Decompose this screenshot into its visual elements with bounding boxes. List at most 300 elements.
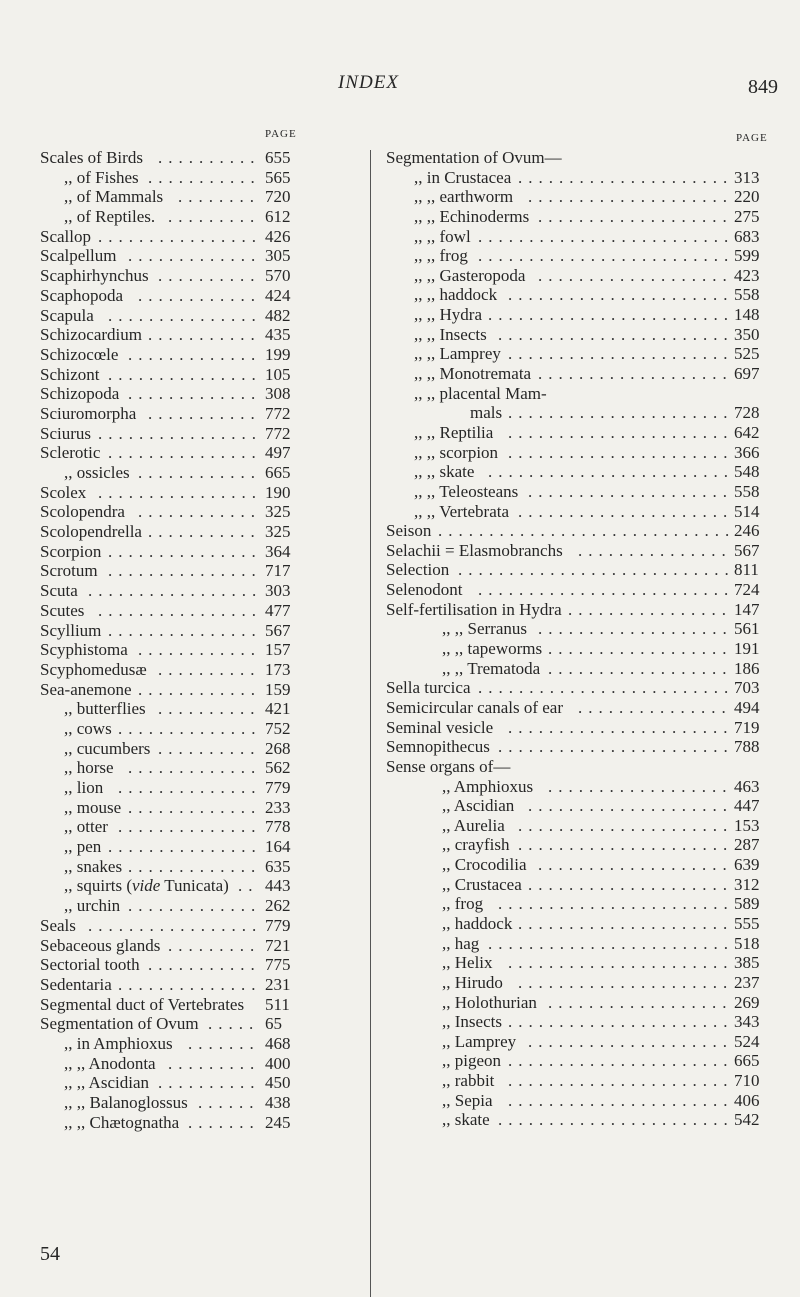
leader-dots: ........................ (488, 933, 734, 953)
page-reference: 697 (734, 364, 760, 384)
page-reference: 313 (734, 167, 760, 187)
leader-dots: .............. (118, 817, 262, 837)
page-reference: 147 (734, 599, 760, 619)
index-term: ,, Lamprey (442, 1031, 517, 1051)
index-entry (0, 227, 370, 247)
index-term: Seminal vesicle (386, 717, 494, 737)
leader-dots: ................ (98, 226, 262, 246)
leader-dots: ...................... (508, 1051, 734, 1071)
index-term: ,, haddock (442, 913, 513, 933)
index-entry (372, 227, 800, 247)
page-reference: 562 (265, 758, 291, 778)
leader-dots: .......... (158, 148, 261, 167)
page-reference: 190 (265, 482, 291, 502)
leader-dots: ........................ (488, 462, 734, 482)
page-reference: 642 (734, 422, 760, 442)
index-entry (0, 286, 370, 306)
leader-dots: ........... (148, 167, 261, 187)
index-term: ,, Crocodilia (442, 855, 527, 875)
page-column-label: PAGE (736, 132, 768, 144)
page-reference: 463 (734, 776, 760, 796)
index-term: ,, ,, scorpion (414, 442, 499, 462)
index-entry (372, 619, 800, 639)
index-entry (0, 365, 370, 385)
leader-dots: ......................... (478, 678, 735, 698)
index-term: ,, horse (64, 758, 114, 778)
index-entry (372, 344, 800, 364)
index-term: ,, ,, Balanoglossus (64, 1093, 188, 1112)
index-term: ,, hag (442, 933, 480, 953)
page-reference: 717 (265, 561, 291, 581)
leader-dots: ................ (98, 482, 262, 502)
page-reference: 720 (265, 187, 291, 207)
index-entry (372, 914, 800, 934)
index-term: Sense organs of— (386, 756, 511, 776)
column-divider (370, 150, 371, 1297)
leader-dots: ........... (148, 955, 261, 975)
page-reference: 220 (734, 187, 760, 207)
index-term: ,, ,, Lamprey (414, 344, 501, 364)
index-term: Seison (386, 521, 432, 541)
leader-dots: ...................... (508, 344, 734, 364)
index-term: Scapula (40, 305, 94, 325)
index-entry (372, 168, 800, 188)
index-term: ,, rabbit (442, 1071, 495, 1091)
page-reference: 343 (734, 1012, 760, 1032)
leader-dots: .......... (158, 266, 261, 286)
index-entry (372, 855, 800, 875)
index-entry (0, 148, 370, 168)
leader-dots: ................... (538, 855, 733, 875)
page-reference: 269 (734, 992, 760, 1012)
index-entry-list (372, 148, 800, 1130)
index-entry (372, 482, 800, 502)
index-term: Semicircular canals of ear (386, 697, 563, 717)
index-term: ,, pen (64, 837, 102, 857)
index-term: ,, ,, Serranus (442, 619, 527, 639)
index-term: Schizopoda (40, 384, 120, 404)
index-term: ,, Sepia (442, 1090, 493, 1110)
index-entry (0, 168, 370, 188)
index-entry (0, 443, 370, 463)
index-entry (372, 973, 800, 993)
index-entry (0, 739, 370, 759)
leader-dots: ............ (138, 640, 261, 660)
index-entry (372, 757, 800, 777)
page-reference: 364 (265, 541, 291, 561)
index-term: Scutes (40, 600, 85, 620)
index-entry (372, 521, 800, 541)
index-entry (372, 443, 800, 463)
index-entry (0, 660, 370, 680)
index-entry (372, 698, 800, 718)
leader-dots: ........... (148, 403, 261, 423)
index-entry (0, 1014, 370, 1034)
index-term: Selachii = Elasmobranchs (386, 540, 563, 560)
index-term: Selection (386, 560, 450, 580)
leader-dots: ......... (168, 1053, 261, 1073)
page-reference: 153 (734, 815, 760, 835)
leader-dots: ......................... (478, 226, 735, 246)
index-term: ,, ,, haddock (414, 285, 498, 305)
page-reference: 426 (265, 226, 291, 246)
index-entry (372, 835, 800, 855)
leader-dots: ............... (108, 837, 262, 857)
index-term: Sciurus (40, 423, 91, 443)
index-term: ,, ,, Monotremata (414, 364, 532, 384)
leader-dots: ............ (138, 285, 261, 305)
leader-dots: ............... (108, 443, 262, 463)
index-entry (0, 187, 370, 207)
index-entry (372, 148, 800, 168)
index-entry (0, 837, 370, 857)
leader-dots: .................. (548, 992, 733, 1012)
index-entry (0, 345, 370, 365)
index-term: Scuta (40, 581, 78, 601)
page-reference: 443 (265, 876, 291, 896)
index-term: ,, of Mammals (64, 187, 164, 207)
index-entry (0, 384, 370, 404)
leader-dots: ....................... (498, 1110, 734, 1130)
leader-dots: ............... (108, 561, 262, 581)
index-term: Semnopithecus (386, 737, 490, 757)
page-reference: 303 (265, 581, 291, 601)
index-entry (372, 718, 800, 738)
index-term: ,, in Amphioxus (64, 1033, 173, 1053)
page-reference: 438 (265, 1093, 291, 1112)
index-term: ,, Ascidian (442, 796, 515, 816)
page-reference: 450 (265, 1073, 291, 1093)
index-entry (372, 659, 800, 679)
index-term: Sella turcica (386, 678, 471, 698)
index-term: ,, ,, skate (414, 462, 475, 482)
index-entry (0, 758, 370, 778)
index-entry (372, 207, 800, 227)
leader-dots: ............... (108, 620, 262, 640)
index-entry (372, 796, 800, 816)
index-term: Sciuromorpha (40, 403, 137, 423)
index-term: ,, ,, Ascidian (64, 1073, 149, 1093)
index-entry (372, 423, 800, 443)
leader-dots: ............. (128, 797, 262, 817)
index-term: ,, snakes (64, 856, 123, 876)
page-reference: 159 (265, 679, 291, 699)
index-term: Schizont (40, 364, 100, 384)
index-entry (0, 424, 370, 444)
leader-dots: ............ (138, 463, 261, 482)
page-reference: 811 (734, 560, 759, 580)
index-entry (0, 522, 370, 542)
index-term: Scolopendrella (40, 522, 142, 542)
index-term: ,, butterflies (64, 699, 146, 719)
index-entry (0, 1034, 370, 1054)
page-reference: 561 (734, 619, 760, 639)
leader-dots: ........ (178, 187, 260, 207)
leader-dots: ...................... (508, 953, 734, 973)
index-term: Scaphopoda (40, 285, 124, 305)
index-term: ,, urchin (64, 896, 121, 916)
page-reference: 148 (734, 305, 760, 325)
index-term: ,, frog (442, 894, 484, 914)
leader-dots: ................ (98, 423, 262, 443)
leader-dots: ......................... (478, 580, 735, 600)
index-entry (0, 463, 370, 483)
index-term: Seals (40, 915, 76, 935)
page-reference: 262 (265, 896, 291, 916)
page-reference: 567 (734, 540, 760, 560)
index-term: Sea-anemone (40, 679, 132, 699)
index-term: Selenodont (386, 580, 463, 600)
index-term: ,, cows (64, 718, 112, 738)
index-entry (372, 993, 800, 1013)
index-entry (372, 777, 800, 797)
index-entry (372, 1012, 800, 1032)
page-reference: 665 (734, 1051, 760, 1071)
index-term: ,, mouse (64, 797, 122, 817)
index-term: Segmentation of Ovum— (386, 148, 562, 167)
page-reference: 447 (734, 796, 760, 816)
index-entry (372, 1032, 800, 1052)
index-term: ,, Amphioxus (442, 776, 534, 796)
index-entry (0, 719, 370, 739)
leader-dots: ........................ (488, 305, 734, 325)
leader-dots: .......... (158, 738, 261, 758)
index-entry (372, 502, 800, 522)
page-reference: 105 (265, 364, 291, 384)
page-reference: 312 (734, 874, 760, 894)
page-reference: 639 (734, 855, 760, 875)
page-column-label: PAGE (265, 128, 297, 140)
index-term: ,, crayfish (442, 835, 510, 855)
leader-dots: .................. (548, 776, 733, 796)
page-reference: 494 (734, 697, 760, 717)
leader-dots: ............... (108, 541, 262, 561)
leader-dots: ....................... (498, 894, 734, 914)
page-reference: 246 (734, 521, 760, 541)
signature-mark: 54 (40, 1243, 60, 1265)
index-term: ,, ,, Anodonta (64, 1053, 156, 1073)
page-reference: 186 (734, 658, 760, 678)
index-entry (0, 857, 370, 877)
index-term: ,, Aurelia (442, 815, 505, 835)
leader-dots: .............. (118, 778, 262, 797)
page-reference: 612 (265, 207, 291, 227)
leader-dots: .. (238, 876, 259, 896)
leader-dots: ...................... (508, 1012, 734, 1032)
index-entry (372, 737, 800, 757)
index-entry (0, 916, 370, 936)
page-reference: 518 (734, 933, 760, 953)
page-reference: 497 (265, 443, 291, 463)
page-reference: 385 (734, 953, 760, 973)
leader-dots: ...................... (508, 442, 734, 462)
leader-dots: ................... (538, 619, 733, 639)
index-term: Sebaceous glands (40, 935, 161, 955)
page-reference: 468 (265, 1033, 291, 1053)
index-entry (372, 364, 800, 384)
page-reference: 199 (265, 344, 291, 364)
index-term: Schizocœle (40, 344, 119, 364)
index-entry (0, 325, 370, 345)
index-entry (0, 502, 370, 522)
index-term: mals (470, 403, 503, 423)
index-term: ,, ,, earthworm (414, 187, 514, 207)
leader-dots: ........... (148, 522, 261, 542)
leader-dots: .................... (528, 187, 733, 207)
page-reference: 724 (734, 580, 760, 600)
page-reference: 237 (734, 972, 760, 992)
leader-dots: ............. (128, 246, 262, 266)
index-term: ,, skate (442, 1110, 490, 1130)
index-entry (0, 542, 370, 562)
page-reference: 268 (265, 738, 291, 758)
page-reference: 164 (265, 837, 291, 857)
page-reference: 703 (734, 678, 760, 698)
index-entry (372, 266, 800, 286)
page-reference: 514 (734, 501, 760, 521)
index-term: Scalpellum (40, 246, 117, 266)
index-term: Scolex (40, 482, 87, 502)
leader-dots: ......... (168, 207, 261, 227)
index-entry (0, 817, 370, 837)
index-entry (372, 541, 800, 561)
index-term: ,, of Reptiles. (64, 207, 156, 227)
page-reference: 772 (265, 423, 291, 443)
index-entry (0, 404, 370, 424)
index-entry (0, 798, 370, 818)
leader-dots: ............... (578, 697, 732, 717)
page-reference: 231 (265, 974, 291, 994)
index-term: ,, otter (64, 817, 108, 837)
index-term: ,, ,, Gasteropoda (414, 265, 526, 285)
index-entry (372, 325, 800, 345)
index-entry (372, 580, 800, 600)
page-reference: 325 (265, 502, 291, 522)
page-reference: 567 (265, 620, 291, 640)
running-title: INDEX (338, 72, 399, 93)
page-reference: 542 (734, 1110, 760, 1130)
index-term: Sclerotic (40, 443, 101, 463)
index-entry (0, 483, 370, 503)
page-reference: 308 (265, 384, 291, 404)
leader-dots: ................... (538, 265, 733, 285)
index-entry (372, 894, 800, 914)
index-term: Scallop (40, 226, 91, 246)
leader-dots: ............. (128, 856, 262, 876)
index-term: Scyphomedusæ (40, 659, 147, 679)
index-entry (0, 1073, 370, 1093)
leader-dots: .................. (548, 639, 733, 659)
index-entry (0, 936, 370, 956)
index-term: ,, ossicles (64, 463, 130, 482)
index-entry (372, 1051, 800, 1071)
page-number: 849 (748, 76, 778, 98)
index-term: ,, ,, placental Mam- (414, 383, 547, 403)
index-entry (0, 896, 370, 916)
leader-dots: ....................... (498, 737, 734, 757)
page-reference: 548 (734, 462, 760, 482)
page-reference: 424 (265, 285, 291, 305)
page-reference: 655 (265, 148, 291, 167)
index-term: Scolopendra (40, 502, 125, 522)
leader-dots: .................... (528, 796, 733, 816)
index-term: Scaphirhynchus (40, 266, 149, 286)
index-entry (372, 1071, 800, 1091)
page-reference: 665 (265, 463, 291, 482)
index-entry (0, 995, 370, 1015)
index-entry (0, 561, 370, 581)
index-term: Self-fertilisation in Hydra (386, 599, 562, 619)
leader-dots: ................ (568, 599, 732, 619)
index-entry (372, 639, 800, 659)
index-entry (0, 1054, 370, 1074)
index-term: ,, lion (64, 778, 104, 797)
leader-dots: ..................... (518, 835, 734, 855)
index-term: ,, Insects (442, 1012, 502, 1032)
index-entry (0, 207, 370, 227)
page-reference: 779 (265, 778, 291, 797)
index-term: ,, ,, Hydra (414, 305, 482, 325)
page-reference: 477 (265, 600, 291, 620)
index-entry (372, 246, 800, 266)
leader-dots: .......... (158, 1073, 261, 1093)
index-term: Sedentaria (40, 974, 112, 994)
leader-dots: ..................... (518, 972, 734, 992)
index-term: ,, ,, Insects (414, 324, 487, 344)
page-reference: 570 (265, 266, 291, 286)
index-term: Scyphistoma (40, 640, 128, 660)
page-header (0, 72, 800, 102)
leader-dots: ........................... (458, 560, 735, 580)
leader-dots: ....................... (498, 324, 734, 344)
page-reference: 772 (265, 403, 291, 423)
page-reference: 779 (265, 915, 291, 935)
leader-dots: ............................. (438, 521, 736, 541)
index-term: Scorpion (40, 541, 102, 561)
leader-dots: ...................... (508, 1071, 734, 1091)
index-entry (372, 285, 800, 305)
index-entry (0, 778, 370, 798)
leader-dots: .................... (528, 874, 733, 894)
page-reference: 558 (734, 285, 760, 305)
page-reference: 482 (265, 305, 291, 325)
index-term: ,, Holothurian (442, 992, 537, 1012)
leader-dots: ....... (188, 1033, 260, 1053)
index-entry (372, 384, 800, 404)
index-entry (372, 187, 800, 207)
leader-dots: ................ (98, 600, 262, 620)
index-term: ,, Crustacea (442, 874, 522, 894)
leader-dots: .............. (118, 718, 262, 738)
leader-dots: ......... (168, 935, 261, 955)
page-reference: 525 (734, 344, 760, 364)
index-term: ,, ,, fowl (414, 226, 471, 246)
page-reference: 788 (734, 737, 760, 757)
leader-dots: ................... (538, 206, 733, 226)
page-reference: 305 (265, 246, 291, 266)
page-reference: 524 (734, 1031, 760, 1051)
index-entry (0, 306, 370, 326)
index-entry (0, 581, 370, 601)
page-reference: 423 (734, 265, 760, 285)
page-reference: 325 (265, 522, 291, 542)
leader-dots: .................... (528, 1031, 733, 1051)
page-reference: 565 (265, 167, 291, 187)
index-entry (372, 953, 800, 973)
index-term: Segmental duct of Vertebrates (40, 994, 245, 1014)
index-term: Scales of Birds (40, 148, 143, 167)
index-entry-list (0, 148, 370, 1132)
